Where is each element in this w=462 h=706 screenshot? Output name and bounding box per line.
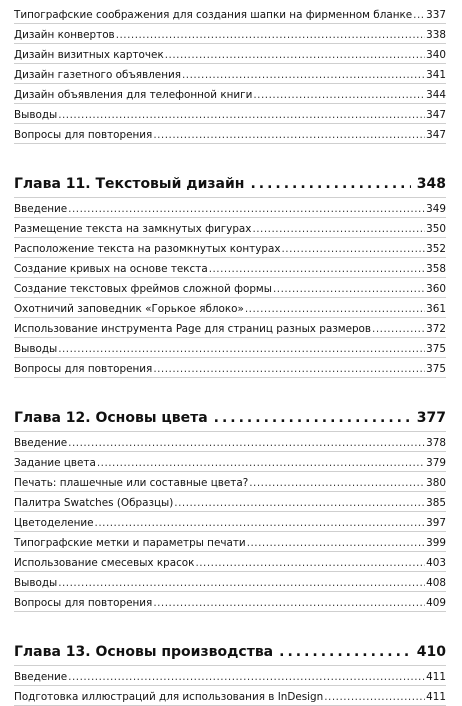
toc-entry-page: 349 xyxy=(426,203,446,215)
toc-entry-page: 337 xyxy=(426,9,446,21)
chapter-heading[interactable] xyxy=(14,172,446,198)
toc-entry-title: Дизайн газетного объявления xyxy=(14,69,181,81)
toc-entry-title: Подготовка иллюстраций для использования в InDesign xyxy=(14,691,324,703)
toc-section-chapter-10-tail xyxy=(14,4,446,144)
dot-leader xyxy=(195,557,425,570)
toc-entry[interactable] xyxy=(14,44,446,64)
section-spacer xyxy=(14,612,446,640)
toc-entry-page: 411 xyxy=(426,671,446,683)
toc-section-chapter-11 xyxy=(14,172,446,378)
toc-entry-title: Типографские метки и параметры печати xyxy=(14,537,246,549)
dot-leader xyxy=(250,176,410,192)
toc-entry-page: 409 xyxy=(426,597,446,609)
toc-entry-page: 380 xyxy=(426,477,446,489)
toc-entry-title: Дизайн объявления для телефонной книги xyxy=(14,89,253,101)
toc-entry-page: 358 xyxy=(426,263,446,275)
toc-entry-title: Дизайн конвертов xyxy=(14,29,115,41)
toc-entry-page: 397 xyxy=(426,517,446,529)
chapter-title: Глава 12. Основы цвета xyxy=(14,410,208,426)
toc-entry-page: 375 xyxy=(426,363,446,375)
toc-entry[interactable] xyxy=(14,318,446,338)
toc-entry-title: Использование смесевых красок xyxy=(14,557,195,569)
section-spacer xyxy=(14,144,446,172)
toc-entry-page: 375 xyxy=(426,343,446,355)
dot-leader xyxy=(245,303,425,316)
toc-entry-title: Вопросы для повторения xyxy=(14,129,153,141)
toc-entry[interactable] xyxy=(14,686,446,706)
toc-entry-title: Размещение текста на замкнутых фигурах xyxy=(14,223,252,235)
toc-entry[interactable] xyxy=(14,4,446,24)
toc-entry-title: Типографские соображения для создания шапки на фирменном бланке xyxy=(14,9,413,21)
dot-leader xyxy=(97,457,425,470)
toc-entry-title: Палитра Swatches (Образцы) xyxy=(14,497,174,509)
toc-entry-page: 411 xyxy=(426,691,446,703)
dot-leader xyxy=(58,577,425,590)
chapter-heading[interactable] xyxy=(14,640,446,666)
toc-entry-title: Охотничий заповедник «Горькое яблоко» xyxy=(14,303,244,315)
toc-entry[interactable] xyxy=(14,104,446,124)
section-spacer xyxy=(14,378,446,406)
toc-entry[interactable] xyxy=(14,472,446,492)
toc-entry-title: Введение xyxy=(14,437,68,449)
dot-leader xyxy=(95,517,426,530)
toc-entry[interactable] xyxy=(14,512,446,532)
toc-entry-page: 338 xyxy=(426,29,446,41)
dot-leader xyxy=(58,109,425,122)
dot-leader xyxy=(153,129,425,142)
toc-entry[interactable] xyxy=(14,492,446,512)
toc-entry[interactable] xyxy=(14,452,446,472)
toc-entry[interactable] xyxy=(14,124,446,144)
toc-section-chapter-13 xyxy=(14,640,446,706)
toc-entry[interactable] xyxy=(14,358,446,378)
toc-entry-page: 378 xyxy=(426,437,446,449)
toc-entry-page: 347 xyxy=(426,109,446,121)
toc-entry-title: Выводы xyxy=(14,577,58,589)
toc-entry[interactable] xyxy=(14,552,446,572)
toc-entry-page: 341 xyxy=(426,69,446,81)
dot-leader xyxy=(413,9,425,22)
toc-entry-page: 399 xyxy=(426,537,446,549)
dot-leader xyxy=(174,497,425,510)
toc-entry[interactable] xyxy=(14,278,446,298)
dot-leader xyxy=(249,477,425,490)
dot-leader xyxy=(279,644,411,660)
toc-entry[interactable] xyxy=(14,666,446,686)
toc-entry-title: Введение xyxy=(14,203,68,215)
toc-entry[interactable] xyxy=(14,24,446,44)
chapter-page: 410 xyxy=(416,644,446,660)
toc-entry[interactable] xyxy=(14,84,446,104)
dot-leader xyxy=(214,410,411,426)
chapter-page: 348 xyxy=(416,176,446,192)
toc-entry-page: 372 xyxy=(426,323,446,335)
dot-leader xyxy=(58,343,425,356)
toc-entry-title: Печать: плашечные или составные цвета? xyxy=(14,477,249,489)
toc-entry-page: 344 xyxy=(426,89,446,101)
toc-section-chapter-12 xyxy=(14,406,446,612)
toc-entry-title: Создание кривых на основе текста xyxy=(14,263,208,275)
dot-leader xyxy=(253,89,425,102)
toc-entry-page: 361 xyxy=(426,303,446,315)
dot-leader xyxy=(281,243,425,256)
toc-entry-page: 385 xyxy=(426,497,446,509)
dot-leader xyxy=(165,49,425,62)
chapter-page: 377 xyxy=(416,410,446,426)
toc-entry-page: 350 xyxy=(426,223,446,235)
dot-leader xyxy=(116,29,425,42)
toc-entry-title: Расположение текста на разомкнутых контурах xyxy=(14,243,281,255)
dot-leader xyxy=(252,223,425,236)
dot-leader xyxy=(372,323,425,336)
chapter-heading[interactable] xyxy=(14,406,446,432)
toc-entry-page: 352 xyxy=(426,243,446,255)
toc-entry[interactable] xyxy=(14,338,446,358)
toc-entry-title: Создание текстовых фреймов сложной формы xyxy=(14,283,272,295)
toc-entry-title: Вопросы для повторения xyxy=(14,363,153,375)
dot-leader xyxy=(68,437,425,450)
dot-leader xyxy=(182,69,425,82)
toc-entry-page: 408 xyxy=(426,577,446,589)
toc-entry-page: 403 xyxy=(426,557,446,569)
chapter-title: Глава 13. Основы производства xyxy=(14,644,274,660)
dot-leader xyxy=(68,671,425,684)
dot-leader xyxy=(209,263,425,276)
toc-entry-title: Цветоделение xyxy=(14,517,94,529)
chapter-title: Глава 11. Текстовый дизайн xyxy=(14,176,245,192)
toc-entry-page: 360 xyxy=(426,283,446,295)
toc-entry[interactable] xyxy=(14,592,446,612)
toc-entry-title: Задание цвета xyxy=(14,457,96,469)
toc-entry-title: Дизайн визитных карточек xyxy=(14,49,164,61)
toc-entry[interactable] xyxy=(14,298,446,318)
toc-entry-page: 347 xyxy=(426,129,446,141)
toc-entry-title: Использование инструмента Page для страниц разных размеров xyxy=(14,323,372,335)
dot-leader xyxy=(273,283,425,296)
dot-leader xyxy=(324,691,425,704)
dot-leader xyxy=(153,363,425,376)
toc-entry-page: 379 xyxy=(426,457,446,469)
toc-entry-page: 340 xyxy=(426,49,446,61)
toc-entry[interactable] xyxy=(14,572,446,592)
table-of-contents xyxy=(14,4,446,706)
dot-leader xyxy=(68,203,425,216)
dot-leader xyxy=(153,597,425,610)
toc-entry[interactable] xyxy=(14,218,446,238)
toc-entry-title: Выводы xyxy=(14,109,58,121)
toc-entry-title: Введение xyxy=(14,671,68,683)
toc-entry[interactable] xyxy=(14,532,446,552)
toc-entry-title: Выводы xyxy=(14,343,58,355)
toc-entry[interactable] xyxy=(14,238,446,258)
toc-entry[interactable] xyxy=(14,258,446,278)
toc-entry[interactable] xyxy=(14,198,446,218)
toc-entry-title: Вопросы для повторения xyxy=(14,597,153,609)
toc-entry[interactable] xyxy=(14,432,446,452)
toc-entry[interactable] xyxy=(14,64,446,84)
dot-leader xyxy=(247,537,425,550)
